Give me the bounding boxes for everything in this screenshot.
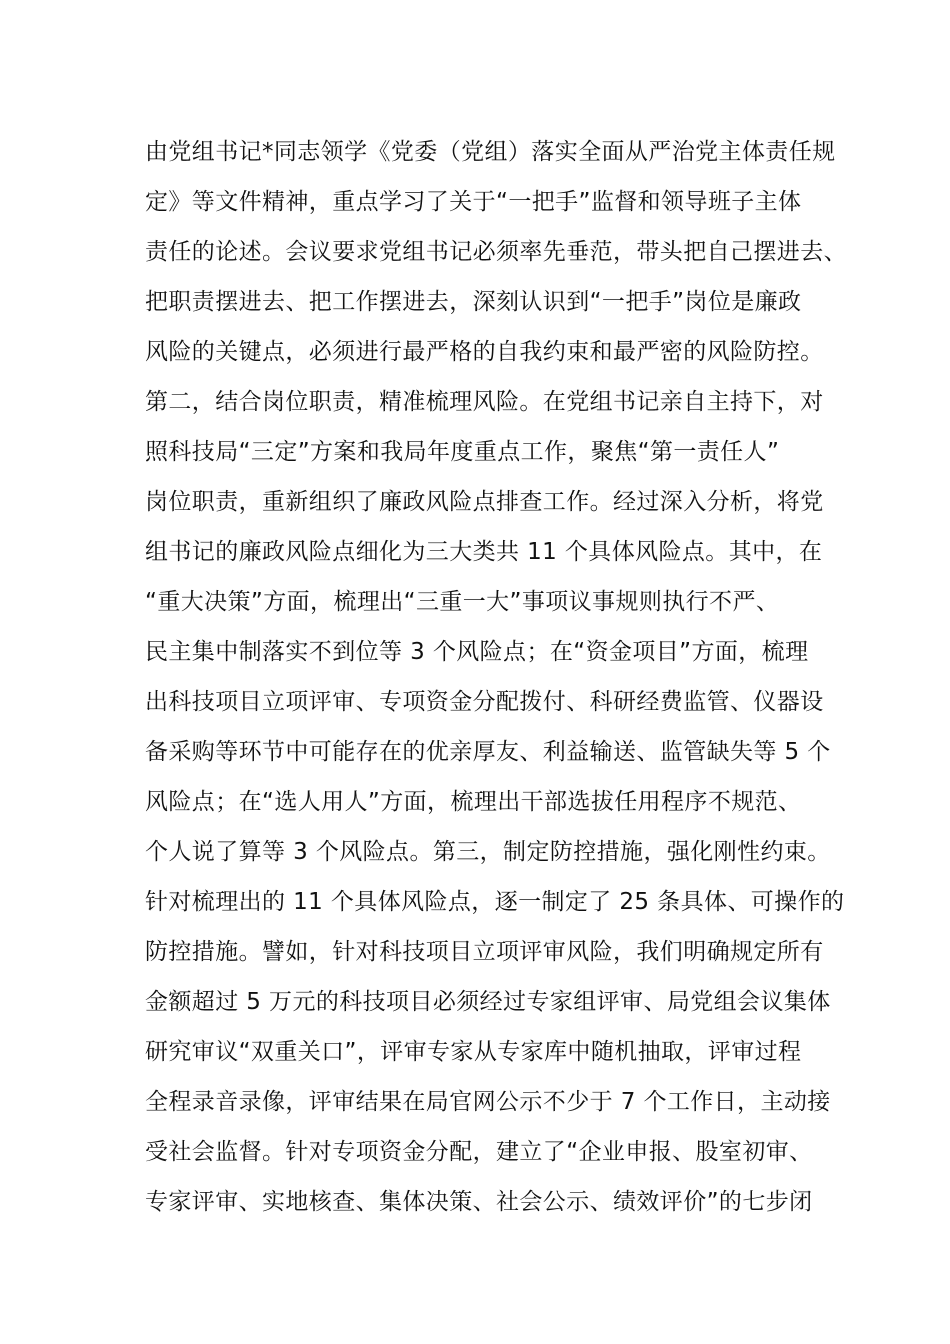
text-line: 民主集中制落实不到位等 3 个风险点；在“资金项目”方面，梳理	[145, 639, 809, 665]
text-line: 由党组书记*同志领学《党委（党组）落实全面从严治党主体责任规	[145, 139, 836, 165]
text-line: 个人说了算等 3 个风险点。第三，制定防控措施，强化刚性约束。	[145, 839, 831, 865]
text-line: “重大决策”方面，梳理出“三重一大”事项议事规则执行不严、	[145, 589, 780, 615]
text-line: 责任的论述。会议要求党组书记必须率先垂范，带头把自己摆进去、	[145, 239, 847, 265]
text-line: 岗位职责，重新组织了廉政风险点排查工作。经过深入分析，将党	[145, 489, 824, 515]
text-line: 备采购等环节中可能存在的优亲厚友、利益输送、监管缺失等 5 个	[145, 739, 831, 765]
text-line: 金额超过 5 万元的科技项目必须经过专家组评审、局党组会议集体	[145, 989, 831, 1015]
text-line: 专家评审、实地核查、集体决策、社会公示、绩效评价”的七步闭	[145, 1189, 813, 1215]
text-line: 全程录音录像，评审结果在局官网公示不少于 7 个工作日，主动接	[145, 1089, 831, 1115]
text-line: 风险点；在“选人用人”方面，梳理出干部选拔任用程序不规范、	[145, 789, 802, 815]
text-line: 出科技项目立项评审、专项资金分配拨付、科研经费监管、仪器设	[145, 689, 824, 715]
text-line: 针对梳理出的 11 个具体风险点，逐一制定了 25 条具体、可操作的	[145, 889, 845, 915]
text-line: 防控措施。譬如，针对科技项目立项评审风险，我们明确规定所有	[145, 939, 824, 965]
text-line: 风险的关键点，必须进行最严格的自我约束和最严密的风险防控。	[145, 339, 824, 365]
text-line: 定》等文件精神，重点学习了关于“一把手”监督和领导班子主体	[145, 189, 802, 215]
text-line: 研究审议“双重关口”，评审专家从专家库中随机抽取，评审过程	[145, 1039, 802, 1065]
text-line: 第二，结合岗位职责，精准梳理风险。在党组书记亲自主持下，对	[145, 389, 824, 415]
text-line: 组书记的廉政风险点细化为三大类共 11 个具体风险点。其中，在	[145, 539, 823, 565]
body-paragraph	[145, 127, 845, 1227]
text-line: 照科技局“三定”方案和我局年度重点工作，聚焦“第一责任人”	[145, 439, 780, 465]
text-line: 受社会监督。针对专项资金分配，建立了“企业申报、股室初审、	[145, 1139, 813, 1165]
text-line: 把职责摆进去、把工作摆进去，深刻认识到“一把手”岗位是廉政	[145, 289, 802, 315]
